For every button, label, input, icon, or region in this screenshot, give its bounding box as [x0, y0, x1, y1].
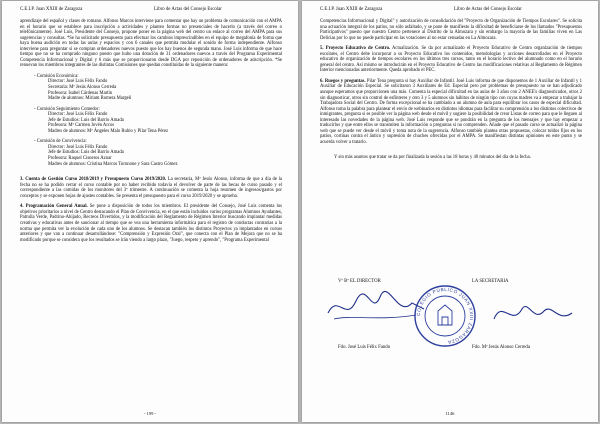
section-4-heading: 4. Programación General Anual. — [20, 204, 88, 210]
text-line: de forma que haya buena audición en todas las aulas y espacios y con 6 canales que permita modular el — [20, 35, 282, 47]
svg-text:COLEGIO PÚBLICO JUAN XXIII ZAR: COLEGIO PÚBLICO JUAN XXIII ZARAGOZA — [415, 286, 475, 345]
text-line: *Se renuevan los miembros integrantes de las distintas Comisiones que quedan constituidas de la — [20, 57, 283, 69]
text-line: Director: José Luis Félix Fando — [48, 79, 108, 85]
text-line: que los resultados se irán viendo a largo plazo, "Juego, respeto y aprendo", "Programa Experimental — [80, 237, 269, 243]
signature-block — [320, 279, 582, 399]
section-6-heading: 6. Ruegos y preguntas. — [320, 78, 366, 84]
text-line: Organización de Tiempos Escolares". — [490, 19, 563, 24]
text-line: organización de tiempos escolares, el Centro debe incorporar a su Proyecto Educativo los — [320, 46, 582, 57]
text-line: La secretaria, Mª Jesús Alonso, informa de que a día de la fecha no se ha podido cerrar el curso contable por no haber recibido todavía el devolver de parte de las becas de curso pasado y el correspondiente a las — [20, 177, 282, 194]
text-line: Alfonso toma la palabra para plantear el envío de webinarios en distintos idiomas para facilitar su — [320, 106, 505, 112]
text-line: novedades de la página web. José Luis responde que se pondrán en la pregunta de los mensajes y — [348, 117, 545, 123]
text-line: Jefe de Estudios: Luis del Barrio Amada — [48, 150, 124, 156]
text-line: Competencias Informacional y Digital" y autorización de consolidación del "Proyecto de — [320, 19, 491, 24]
right-body — [320, 19, 582, 161]
text-line: distintas opiniones en este punto y se acuerda volver a tratarlo. — [320, 134, 582, 145]
text-line: contenidos, metodologías y acciones desarrollados en el Proyecto educativo de organización de — [320, 51, 583, 63]
comision-convivencia-title: - Comisión de Convivencia: — [34, 139, 87, 145]
text-line: comprenden. Añade que el pasado curso se actualizó la página web que se puede ver desde el móvil — [320, 123, 582, 134]
text-line: Secretaria: Mª Jesús Alonso Cerreda — [48, 85, 117, 91]
text-line: horario general del centro. — [320, 57, 582, 68]
text-line: aprendizaje del español y clases de romano. Alfonso Marcos interviene para comentar que hay un — [20, 19, 205, 24]
comision-seguimiento-title: - Comisión Seguimiento Comedor: — [34, 106, 100, 112]
text-line: Queda aprobado el PEC. — [389, 68, 436, 74]
text-line: buscando implantar medidas creativas y educativas antes de sancionar al tiempo que se vea una — [20, 215, 282, 226]
secretary-signature-icon — [488, 293, 578, 333]
text-line: Se pone a disposición de todos los miembros. El presidente del Consejo, José Luis comenta los objetivos prioritarios a nivel de Centro destacando el Plan de — [20, 204, 282, 215]
page-number: 1146 — [445, 411, 455, 416]
text-line: Pilar Tena pregunta si hay Auxiliar de Infantil. José Luis informa de que disponemos de 1 Auxiliar de Infantil y 1 Auxiliar de Educación Especial. Se solicitaron 3 Auxiliares — [320, 78, 582, 90]
text-line: *Se ha solicitado presupuesto para efectuar los cambios imprescindibles en el equipo de megafonía — [66, 35, 257, 41]
text-line: comidas de los monitores del 3º trimestre. A continuación se comenta la hoja resumen de — [63, 188, 245, 194]
text-line: Madres de alumnos: Cristina Marcos Turnnone y Sara Castro Gómez — [48, 161, 178, 167]
text-line: Jefe de Estudios: Luis del Barrio Amada — [48, 117, 124, 123]
text-line: hubo una dotación de 31 ordenadores nuevos a través del Programa Experimental Competencia — [20, 52, 282, 63]
text-line: comprensión a los distintos colectivos de inmigrantes, pregunta si es posible ver la página web — [320, 106, 582, 118]
text-line: de Ed. Especial pero por problemas de presupuesto no se han adjudicado aunque esperamos que — [320, 84, 582, 96]
text-line: Padrino-Ahijado, Recreos Divertidos, y la modificación del Reglamento de Régimen Interior — [49, 215, 228, 221]
text-line: proporcionen una más. Comenta la especial dificultad en las aulas de 3 años con 2 ANEE's — [364, 90, 539, 96]
text-line: Profesora: Mª Carmen Jovén Arcos — [48, 123, 115, 129]
director-title: Vº Bº EL DIRECTOR — [338, 279, 381, 284]
text-line: Así mismo se introducirán en el Proyecto Educativo de Centro las modificaciones relativas al — [356, 62, 536, 68]
text-line: diagnosticados, otros 2 sin diagnosticar, otros sin control de esfínteres y otro 3 y 5 alumnos sin — [320, 90, 582, 101]
comision-economica-members — [20, 79, 282, 101]
comision-seguimiento-members — [20, 112, 282, 134]
text-line: actividades y planteo formas no presenciales de hacerlo (a través del correo o telefónicamente). — [20, 24, 282, 36]
left-body — [20, 19, 282, 243]
text-line: dificultad. — [562, 101, 582, 107]
text-line: Informacional y Digital y 6 más que se proporcionaron desde DGA por reposición de ordenadores — [46, 57, 244, 63]
left-page — [2, 1, 298, 422]
text-line: pertenece al Distrito de la Almozara y sin embargo la mayoría de las familias viven en Las Delicias — [320, 30, 582, 41]
text-line: y Expresión Oral", que conecta con el Plan de Mejora que no se ha modificado porque se considera — [20, 232, 282, 243]
text-line: dificultad de beneficiarse de los llamados "Presupuestos Participativos" puesto que nuestro Centro — [320, 24, 582, 36]
text-line: patios, cortinas contra el ántico y supresión de chuches ofrecidas por el AMPA. Se manifiestan — [320, 134, 509, 140]
text-line: ingresos/gastos por conceptos y se exponen hojas de ajustes contables. — [20, 188, 282, 199]
text-line: evolución de cada uno de los alumnos. Se destacan también los distintos — [70, 226, 214, 232]
text-line: tiempos escolares en los últimos tres cursos, tanto en el horario lectivo del alumnado como en el — [377, 57, 569, 63]
secretary-title: LA SECRETARIA — [472, 279, 509, 284]
closing-paragraph — [320, 155, 582, 161]
text-line: del AMPA para sus sugerencias y consultas. — [20, 30, 283, 41]
text-line: hábitos de ningún tipo con cuyas madres va a empezar a trabajar la Trabajadora Social del Centro. — [320, 95, 582, 107]
text-line: Profesora: Raquel Cisneros Aznar — [48, 156, 112, 162]
header-school: C.E.I.P. Juan XXIII de Zaragoza — [320, 7, 383, 12]
page-number: - 199 - — [144, 411, 156, 416]
text-line: Se solicita una actuación integral de los patios, no sólo asfaltado, y se pone de manifiesto la — [320, 19, 583, 30]
text-line: Director: José Luis Félix Fando — [48, 112, 108, 118]
header-book: Libro de Actas del Consejo Escolar — [454, 7, 522, 12]
text-line: segunda mano. José Luis informa de que hace tiempo que no se ha comprado ninguno puesto que — [20, 46, 282, 58]
text-line: problema de comunicación con el AMPA en el horario que se establece para inscripción a — [20, 19, 282, 30]
section-6 — [320, 79, 582, 146]
text-line: Convivencia, en el que están incluidos varios programas Alumnos Ayudantes, Patrulla Verde, — [20, 209, 282, 221]
section-4 — [20, 204, 282, 243]
text-line: de adscripción. — [243, 57, 275, 63]
section-5 — [320, 46, 582, 74]
text-line: y toma nota de la sugerencia. Alfonso también plantea otras propuestas, colocar toldos fijos en los — [392, 128, 582, 134]
text-line: sonido de forma independiente. — [203, 41, 267, 47]
secretary-name: Fdo. Mª Jesús Alonso Cerreda — [472, 345, 530, 350]
text-line: siguiente manera: — [195, 63, 229, 69]
text-line: que hay empezar a traducirlos y que entre ellos se transmiten la información o preguntas si no — [320, 117, 582, 129]
text-line: José Luis, Presidente del Consejo, propone poner en la página web del centro un enlace al correo — [54, 30, 245, 36]
text-line: Director: José Luis Félix Fando — [48, 144, 108, 150]
text-line: Profesora: Isabel Cárdenas Martín — [48, 90, 113, 96]
header-book: Libro de Actas del Consejo Escolar — [154, 7, 222, 12]
intro-paragraph — [20, 19, 282, 69]
comision-economica-title: - Comisión Económica: — [34, 73, 79, 79]
text-line: de la fecha. — [509, 155, 531, 161]
text-line: Actualización. Se da por actualizado el Proyecto Educativo de Centro — [390, 46, 535, 52]
text-line: Proyectos ya implantados en cursos anteriores y que van a continuar desarrollándose: "Comprensión — [20, 226, 282, 238]
text-line: Madre de alumnos: Miriam Romera Margeli — [48, 96, 132, 102]
comision-convivencia-members — [20, 145, 282, 167]
right-page — [302, 1, 598, 422]
section-3-heading: 3. Cuenta de Gestión Curso 2018/2019 y Presupuesto Curso 2019/2020. — [20, 177, 166, 183]
text-line: desde el móvil y sugiere la posibilidad de crear Listas de correo para que le lleguen al interesado las — [320, 112, 582, 123]
section-3 — [20, 177, 282, 199]
director-name: Fdo. José Luis Félix Fando — [338, 345, 391, 350]
intro-paragraph — [320, 19, 582, 41]
text-line: Y sin más asuntos que tratar se da por finalizada la sesión a las 18 horas y 40 minutos del día — [334, 155, 510, 161]
header-school: C.E.I.P. Juan XXIII de Zaragoza — [20, 7, 83, 12]
text-line: por lo que no puede participar en las votaciones al no estar censadas en La Almozara. — [336, 35, 497, 41]
text-line: Se presenta el presupuesto para el curso 2019/2020 y se aprueba. — [116, 193, 238, 199]
text-line: Reglamento de Régimen Interior mencionadas anteriormente. — [320, 62, 582, 74]
text-line: Madres de alumnos: Mª Ángeles Malo Rubio y Pilar Tena Pérez — [48, 128, 169, 134]
section-5-heading: 5. Proyecto Educativo de Centro. — [320, 46, 391, 52]
school-seal-icon — [410, 281, 480, 351]
text-line: De forma excepcional se ha cambiado a un alumno de aula para equilibrar los casos de especial — [379, 101, 563, 107]
text-line: Alfonso interviene para preguntar si se compran ordenadores nuevos puesto que los hay buenos de — [20, 41, 282, 52]
text-line: herramienta informática para el registro de conductas contrarias a la norma que permita ver la — [20, 220, 282, 232]
